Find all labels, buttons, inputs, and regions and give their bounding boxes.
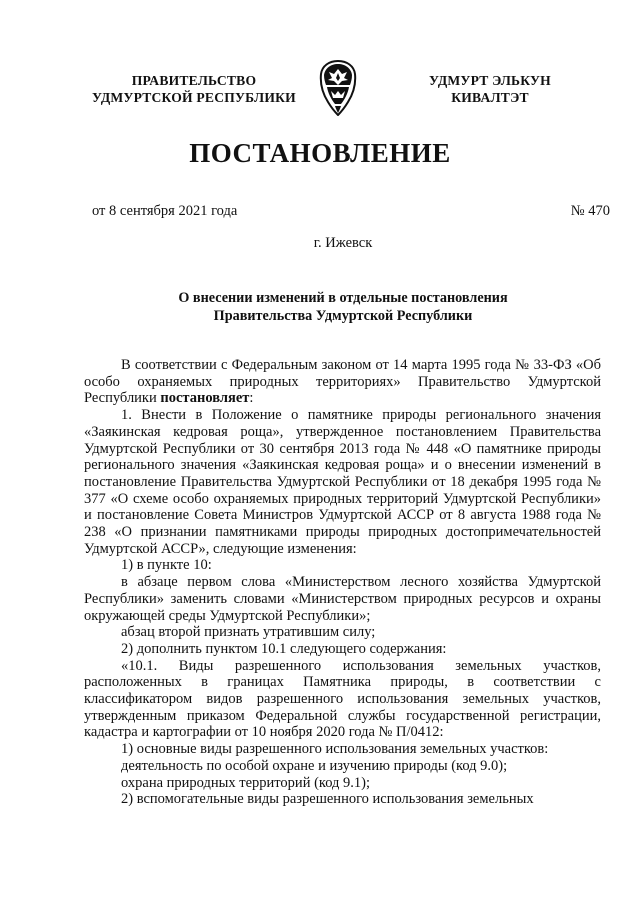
header-right-line1: УДМУРТ ЭЛЬКУН (429, 73, 551, 88)
coat-of-arms-icon (317, 60, 359, 116)
header-right-line2: КИВАЛТЭТ (451, 90, 529, 105)
document-type: ПОСТАНОВЛЕНИЕ (189, 138, 451, 168)
document-date: от 8 сентября 2021 года (92, 203, 238, 219)
document-title (100, 289, 586, 325)
header-left-line2: УДМУРТСКОЙ РЕСПУБЛИКИ (92, 90, 296, 105)
paragraph-text: деятельность по особой охране и изучению природы (код 9.0); (121, 757, 508, 774)
paragraph-text: абзац второй признать утратившим силу; (121, 624, 376, 641)
paragraph-text: в абзаце первом слова «Министерством лесного хозяйства Удмуртской Республики» заменить словами «Министерством природных ресурсов и охраны окружающей среды Удмуртской Республики»; (84, 574, 601, 624)
paragraph-subitem-1: 1) в пункте 10: (121, 557, 212, 574)
paragraph-item-1: 1. Внести в Положение о памятнике природы регионального значения «Заякинская кедровая роща», утвержденное постановлением Правительства Удмуртской Республики от 30 сентября 2013 года № 448 «О памятнике природы регионального значения «Заякинская кедровая роща» и о внесении изменений в постановление Правительства Удмуртской Республики от 18 декабря 1995 года № 377 «О схеме особо охраняемых природных территорий Удмуртской Республики» и постановление Совета Министров Удмуртской АССР от 8 августа 1988 года № 238 «О признании памятниками природы природных достопримечательностей Удмуртской АССР», следующие изменения: (84, 407, 601, 557)
header-government-ru (78, 72, 310, 106)
preamble-resolves: постановляет (160, 390, 250, 407)
header-government-udm (410, 72, 570, 106)
document-city: г. Ижевск (313, 235, 373, 251)
paragraph-preamble (84, 357, 601, 407)
header-left-line1: ПРАВИТЕЛЬСТВО (131, 73, 257, 88)
title-line2: Правительства Удмуртской Республики (213, 308, 473, 324)
preamble-text: В соответствии с Федеральным законом от 14 марта 1995 года № 33-ФЗ «Об особо охраняемых природных территориях» Правительство Удмуртской Республики (84, 357, 601, 407)
paragraph-text: 2) вспомогательные виды разрешенного использования земельных (121, 791, 534, 808)
preamble-colon: : (249, 390, 254, 407)
paragraph-text: охрана природных территорий (код 9.1); (121, 774, 371, 791)
document-number: № 470 (570, 203, 610, 219)
paragraph-subitem-2: 2) дополнить пунктом 10.1 следующего содержания: (121, 640, 447, 657)
paragraph-text: «10.1. Виды разрешенного использования земельных участков, расположенных в границах Памятника природы, в соответствии с классификатором видов разрешенного использования земельных участков, утвержденным приказом Федеральной службы государственной регистрации, кадастра и картографии от 10 ноября 2020 года № П/0412: (84, 657, 601, 741)
document-body (84, 357, 601, 808)
title-line1: О внесении изменений в отдельные постановления (178, 290, 508, 306)
paragraph-text: 1) основные виды разрешенного использования земельных участков: (121, 741, 549, 758)
